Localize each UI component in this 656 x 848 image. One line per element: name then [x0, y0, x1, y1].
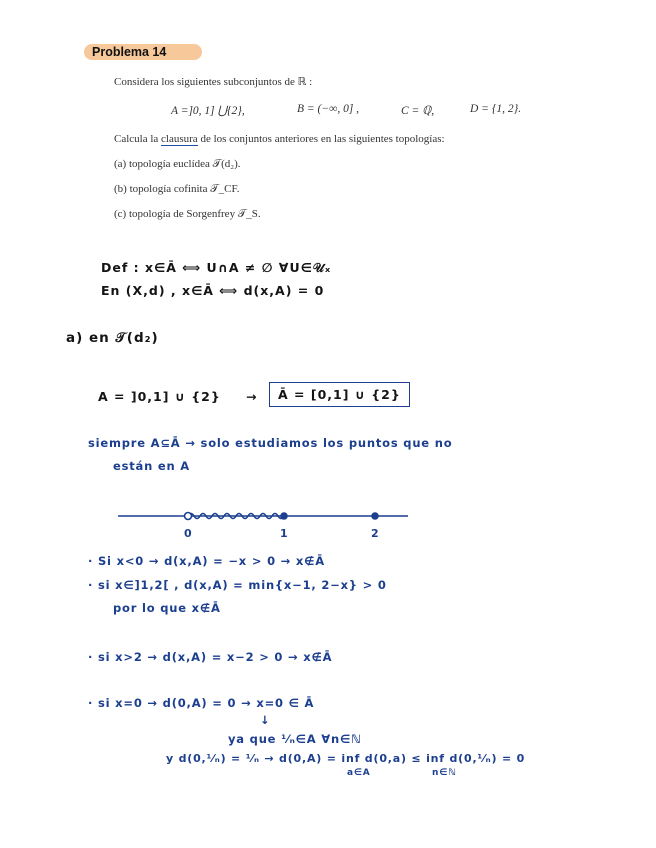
closed-point-2 [371, 512, 379, 520]
case-zero: · si x=0 → d(0,A) = 0 → x=0 ∈ Ā [88, 696, 315, 710]
tick-label-1: 1 [280, 527, 288, 540]
number-line [110, 504, 420, 544]
definition-line-1: Def : x∈Ā ⟺ U∩A ≠ ∅ ∀U∈𝒰ₓ [101, 260, 332, 275]
set-d-definition: D = {1, 2}. [470, 103, 522, 115]
final-subscript-a: a∈A [347, 768, 371, 778]
open-point-0 [185, 513, 192, 520]
problem-intro: Considera los siguientes subconjuntos de ℝ : [114, 76, 313, 88]
set-b-definition: B = (−∞, 0] , [297, 103, 360, 115]
tick-label-0: 0 [184, 527, 192, 540]
always-line-1: siempre A⊆Ā → solo estudiamos los puntos que no [88, 436, 453, 450]
topology-item-b: (b) topología cofinita 𝒯_CF. [114, 183, 240, 195]
task-keyword: clausura [161, 133, 198, 145]
topology-item-c: (c) topología de Sorgenfrey 𝒯_S. [114, 208, 261, 220]
set-a-definition: A =]0, 1] ⋃{2}, [171, 105, 245, 117]
problem-tag: Problema 14 [84, 44, 202, 60]
reason-line: ya que ¹⁄ₙ∈A ∀n∈ℕ [228, 732, 362, 746]
closed-point-1 [280, 512, 288, 520]
task-line [114, 133, 445, 145]
part-a-heading: a) en 𝒯(d₂) [66, 330, 159, 346]
case-between-1-2: · si x∈]1,2[ , d(x,A) = min{x−1, 2−x} > 0 [88, 578, 387, 592]
tick-label-2: 2 [371, 527, 379, 540]
down-arrow: ↓ [260, 713, 271, 727]
case-greater-2: · si x>2 → d(x,A) = x−2 > 0 → x∉Ā [88, 650, 333, 664]
final-subscript-n: n∈ℕ [432, 768, 457, 778]
implies-arrow: → [246, 389, 258, 404]
closure-result-box: Ā = [0,1] ∪ {2} [269, 382, 410, 407]
set-a-handwritten: A = ]0,1] ∪ {2} [98, 389, 221, 404]
definition-line-2: En (X,d) , x∈Ā ⟺ d(x,A) = 0 [101, 283, 325, 298]
topology-item-a: (a) topología euclídea 𝒯(d₂). [114, 158, 241, 170]
task-before: Calcula la [114, 133, 162, 145]
always-line-2: están en A [113, 459, 190, 473]
final-inequality: y d(0,¹⁄ₙ) = ¹⁄ₙ → d(0,A) = inf d(0,a) ≤ inf d(0,¹⁄ₙ) = 0 [166, 752, 526, 765]
case-between-conclusion: por lo que x∉Ā [113, 601, 221, 615]
set-c-definition: C = ℚ, [401, 105, 435, 117]
case-negative: · Si x<0 → d(x,A) = −x > 0 → x∉Ā [88, 554, 325, 568]
task-after: de los conjuntos anteriores en las siguientes topologías: [197, 133, 445, 145]
